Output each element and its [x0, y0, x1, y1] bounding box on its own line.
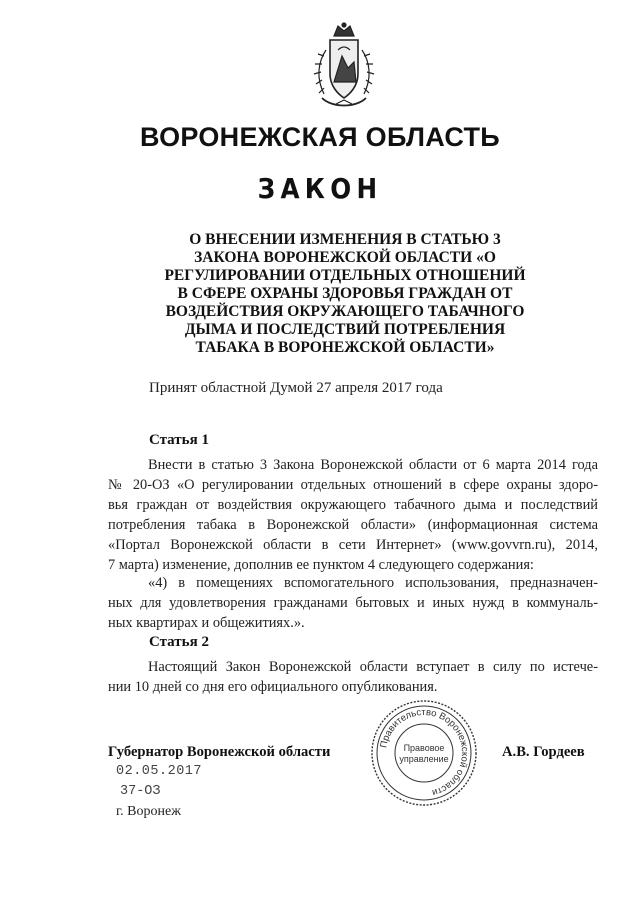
- law-number: 37-ОЗ: [120, 784, 161, 799]
- title-line: ВОЗДЕЙСТВИЯ ОКРУЖАЮЩЕГО ТАБАЧНОГО: [165, 303, 525, 320]
- seal-ring-text: Правительство Воронежской области: [378, 706, 471, 799]
- body-line: нии 10 дней со дня его официального опубликования.: [108, 679, 438, 695]
- article-1-heading: Статья 1: [149, 432, 209, 448]
- signing-date: 02.05.2017: [116, 764, 203, 779]
- title-line: В СФЕРЕ ОХРАНЫ ЗДОРОВЬЯ ГРАЖДАН ОТ: [177, 285, 513, 302]
- seal-center-line-1: Правовое: [403, 743, 445, 753]
- article-2-body: [108, 657, 598, 697]
- body-line: «4) в помещениях вспомогательного использования, предназначен-: [148, 575, 598, 591]
- title-line: ДЫМА И ПОСЛЕДСТВИЙ ПОТРЕБЛЕНИЯ: [184, 321, 506, 338]
- title-line: РЕГУЛИРОВАНИИ ОТДЕЛЬНЫХ ОТНОШЕНИЙ: [164, 267, 526, 284]
- article-1-body: [108, 455, 598, 575]
- law-title: [160, 231, 530, 357]
- body-line: Настоящий Закон Воронежской области вступает в силу по истече-: [148, 659, 598, 675]
- title-line: О ВНЕСЕНИИ ИЗМЕНЕНИЯ В СТАТЬЮ 3: [189, 231, 501, 248]
- body-line: ных для удовлетворения гражданами бытовых и иных нужд в коммуналь-: [108, 595, 598, 611]
- body-line: ных квартирах и общежитиях.».: [108, 615, 305, 631]
- coat-of-arms-icon: [308, 22, 380, 112]
- signatory-name: А.В. Гордеев: [502, 744, 585, 760]
- region-heading: ВОРОНЕЖСКАЯ ОБЛАСТЬ: [139, 122, 501, 152]
- article-2-heading: Статья 2: [149, 634, 209, 650]
- article-1-quote: [108, 573, 598, 633]
- body-line: вья граждан от воздействия окружающего табачного дыма и последствий: [108, 497, 598, 513]
- title-line: ТАБАКА В ВОРОНЕЖСКОЙ ОБЛАСТИ»: [195, 339, 495, 356]
- body-line: «Портал Воронежской области в сети Интернет» (www.govvrn.ru), 2014,: [108, 537, 598, 553]
- title-line: ЗАКОНА ВОРОНЕЖСКОЙ ОБЛАСТИ «О: [194, 249, 496, 266]
- body-line: потребления табака в Воронежской области» (информационная система: [108, 517, 598, 533]
- seal-center-line-2: управление: [399, 754, 449, 764]
- signatory-position: Губернатор Воронежской области: [108, 744, 331, 760]
- body-line: 7 марта) изменение, дополнив ее пунктом 4 следующего содержания:: [108, 557, 534, 573]
- document-type-heading: ЗАКОН: [257, 172, 383, 205]
- adoption-note: Принят областной Думой 27 апреля 2017 года: [149, 380, 443, 396]
- signing-city: г. Воронеж: [116, 804, 181, 819]
- body-line: Внести в статью 3 Закона Воронежской области от 6 марта 2014 года: [148, 457, 598, 473]
- official-seal: [368, 697, 480, 809]
- body-line: № 20-ОЗ «О регулировании отдельных отношений в сфере охраны здоро-: [108, 477, 598, 493]
